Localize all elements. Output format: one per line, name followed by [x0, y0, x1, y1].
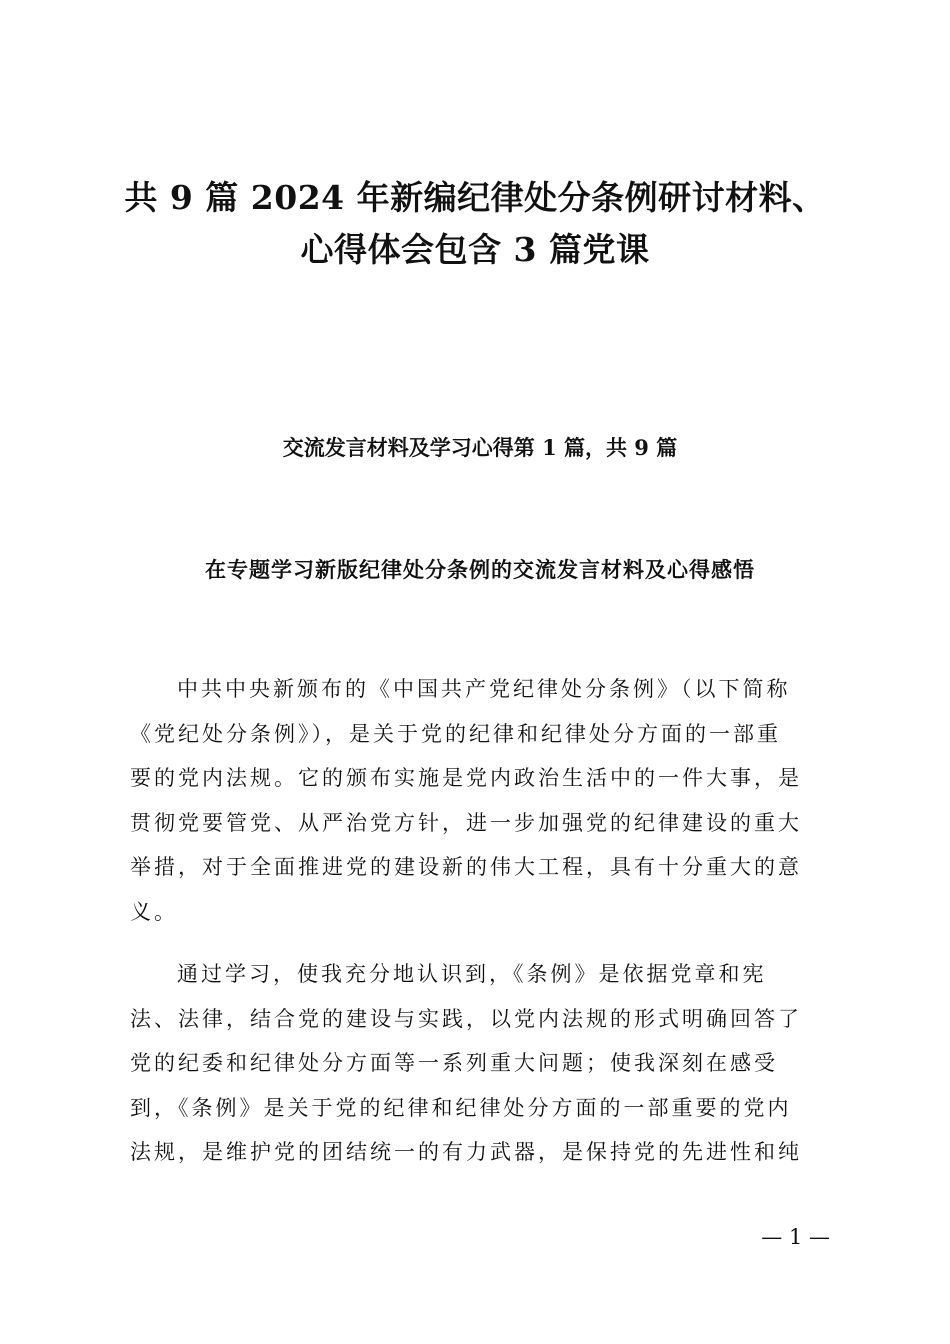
paragraph-line: 到，《条例》是关于党的纪律和纪律处分方面的一部重要的党内 — [130, 1095, 792, 1120]
paragraph-line: 党的纪委和纪律处分方面等一系列重大问题；使我深刻在感受 — [130, 1051, 778, 1075]
paragraph-line: 法、法律，结合党的建设与实践，以党内法规的形式明确回答了 — [130, 1006, 802, 1031]
document-title-line: 共 9 篇 2024 年新编纪律处分条例研讨材料、 — [124, 178, 826, 217]
body-paragraph — [130, 952, 830, 1175]
paragraph-line: 举措，对于全面推进党的建设新的伟大工程，具有十分重大的意 — [130, 855, 802, 879]
paragraph-line: 通过学习，使我充分地认识到，《条例》是依据党章和宪 — [177, 962, 767, 986]
article-title: 在专题学习新版纪律处分条例的交流发言材料及心得感悟 — [205, 557, 755, 582]
document-title — [100, 172, 850, 276]
document-title-line: 心得体会包含 3 篇党课 — [300, 230, 650, 269]
page-number: — 1 — — [761, 1225, 830, 1249]
paragraph-line: 贯彻党要管党、从严治党方针，进一步加强党的纪律建设的重大 — [130, 810, 802, 835]
paragraph-line: 要的党内法规。它的颁布实施是党内政治生活中的一件大事，是 — [130, 766, 802, 790]
section-heading: 交流发言材料及学习心得第 1 篇，共 9 篇 — [282, 435, 678, 460]
paragraph-line: 中共中央新颁布的《中国共产党纪律处分条例》（以下简称 — [177, 677, 791, 701]
body-paragraph — [130, 667, 830, 934]
paragraph-line: 《党纪处分条例》），是关于党的纪律和纪律处分方面的一部重 — [130, 721, 781, 746]
paragraph-line: 法规，是维护党的团结统一的有力武器，是保持党的先进性和纯 — [130, 1140, 802, 1164]
paragraph-line: 义。 — [130, 899, 178, 924]
